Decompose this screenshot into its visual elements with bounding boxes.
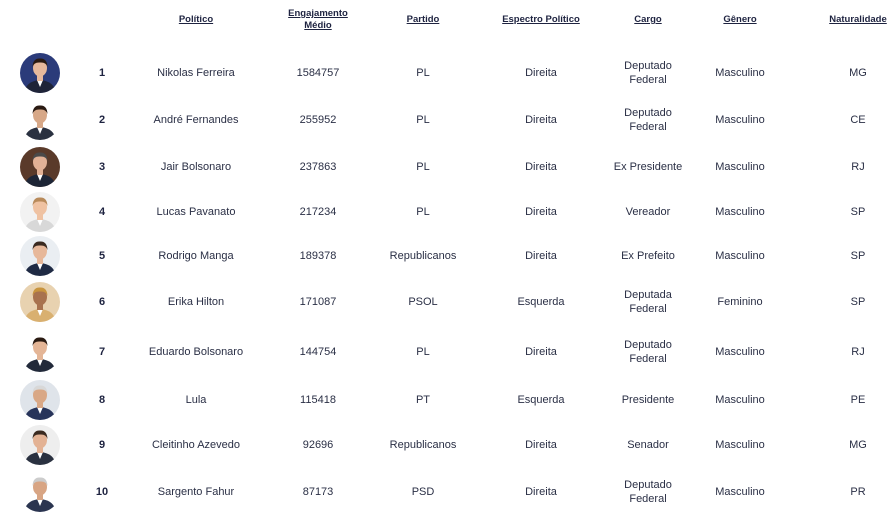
rank-cell: 10 bbox=[95, 486, 109, 498]
espectro-value: Esquerda bbox=[517, 296, 565, 308]
partido-value: PL bbox=[416, 206, 430, 218]
avatar-container bbox=[18, 468, 62, 516]
partido-value: PL bbox=[416, 114, 430, 126]
engajamento-value: 1584757 bbox=[296, 67, 340, 79]
person-icon bbox=[20, 236, 60, 276]
espectro-value: Direita bbox=[525, 161, 557, 173]
avatar bbox=[20, 282, 60, 322]
cargo-value: Deputado Federal bbox=[624, 107, 672, 133]
engajamento-value: 217234 bbox=[299, 206, 337, 218]
politico-name: Eduardo Bolsonaro bbox=[148, 346, 244, 358]
espectro-value: Direita bbox=[525, 67, 557, 79]
table-row[interactable] bbox=[0, 96, 891, 144]
rank-cell: 2 bbox=[98, 114, 106, 126]
genero-value: Masculino bbox=[715, 250, 765, 262]
avatar-container bbox=[18, 326, 62, 378]
table-row[interactable] bbox=[0, 468, 891, 516]
avatar-container bbox=[18, 144, 62, 190]
politico-name: Cleitinho Azevedo bbox=[151, 439, 241, 451]
table-row[interactable] bbox=[0, 326, 891, 378]
avatar bbox=[20, 53, 60, 93]
naturalidade-value: RJ bbox=[851, 161, 865, 173]
table-row[interactable] bbox=[0, 50, 891, 96]
partido-value: PL bbox=[416, 67, 430, 79]
cargo-value: Presidente bbox=[621, 394, 675, 406]
naturalidade-value: RJ bbox=[851, 346, 865, 358]
person-icon bbox=[20, 380, 60, 420]
naturalidade-value: PR bbox=[850, 486, 866, 498]
rank-cell: 1 bbox=[98, 67, 106, 79]
genero-value: Masculino bbox=[715, 439, 765, 451]
genero-value: Masculino bbox=[715, 394, 765, 406]
naturalidade-value: CE bbox=[850, 114, 866, 126]
naturalidade-value: SP bbox=[850, 250, 866, 262]
partido-value: Republicanos bbox=[389, 439, 457, 451]
table-row[interactable] bbox=[0, 278, 891, 326]
rank-cell: 9 bbox=[98, 439, 106, 451]
naturalidade-value: MG bbox=[849, 439, 867, 451]
naturalidade-value: MG bbox=[849, 67, 867, 79]
cargo-value: Deputado Federal bbox=[624, 479, 672, 505]
rank-cell: 3 bbox=[98, 161, 106, 173]
header-engajamento[interactable]: Engajamento Médio bbox=[288, 8, 348, 31]
avatar bbox=[20, 380, 60, 420]
person-icon bbox=[20, 147, 60, 187]
header-genero[interactable]: Gênero bbox=[723, 14, 757, 25]
espectro-value: Direita bbox=[525, 486, 557, 498]
engajamento-value: 92696 bbox=[302, 439, 334, 451]
avatar-container bbox=[18, 96, 62, 144]
politico-name: Lucas Pavanato bbox=[156, 206, 236, 218]
cargo-value: Senador bbox=[627, 439, 669, 451]
genero-value: Masculino bbox=[715, 346, 765, 358]
genero-value: Masculino bbox=[715, 206, 765, 218]
engajamento-value: 144754 bbox=[299, 346, 337, 358]
person-icon bbox=[20, 192, 60, 232]
table-row[interactable] bbox=[0, 190, 891, 234]
genero-value: Feminino bbox=[717, 296, 763, 308]
header-partido[interactable]: Partido bbox=[406, 14, 440, 25]
engajamento-value: 189378 bbox=[299, 250, 337, 262]
politico-name: Sargento Fahur bbox=[157, 486, 235, 498]
rank-cell: 4 bbox=[98, 206, 106, 218]
engajamento-value: 115418 bbox=[300, 394, 336, 406]
table-row[interactable] bbox=[0, 422, 891, 468]
engajamento-value: 87173 bbox=[302, 486, 334, 498]
avatar-container bbox=[18, 278, 62, 326]
cargo-value: Vereador bbox=[625, 206, 671, 218]
genero-value: Masculino bbox=[715, 161, 765, 173]
avatar-container bbox=[18, 422, 62, 468]
naturalidade-value: SP bbox=[850, 206, 866, 218]
header-politico[interactable]: Político bbox=[178, 14, 214, 25]
cargo-value: Deputada Federal bbox=[624, 289, 672, 315]
cargo-value: Deputado Federal bbox=[624, 60, 672, 86]
naturalidade-value: PE bbox=[850, 394, 866, 406]
espectro-value: Direita bbox=[525, 114, 557, 126]
genero-value: Masculino bbox=[715, 114, 765, 126]
partido-value: Republicanos bbox=[389, 250, 457, 262]
avatar bbox=[20, 472, 60, 512]
naturalidade-value: SP bbox=[850, 296, 866, 308]
avatar-container bbox=[18, 190, 62, 234]
politico-name: Rodrigo Manga bbox=[158, 250, 234, 262]
table-body bbox=[0, 50, 891, 516]
genero-value: Masculino bbox=[715, 67, 765, 79]
avatar-container bbox=[18, 378, 62, 422]
avatar-container bbox=[18, 50, 62, 96]
avatar bbox=[20, 332, 60, 372]
header-cargo[interactable]: Cargo bbox=[634, 14, 662, 25]
cargo-value: Ex Prefeito bbox=[621, 250, 675, 262]
cargo-value: Deputado Federal bbox=[624, 339, 672, 365]
avatar bbox=[20, 236, 60, 276]
avatar bbox=[20, 425, 60, 465]
politico-name: Nikolas Ferreira bbox=[157, 67, 235, 79]
espectro-value: Esquerda bbox=[517, 394, 565, 406]
person-icon bbox=[20, 53, 60, 93]
header-naturalidade[interactable]: Naturalidade bbox=[829, 14, 887, 25]
table-row[interactable] bbox=[0, 144, 891, 190]
engajamento-value: 255952 bbox=[299, 114, 337, 126]
table-row[interactable] bbox=[0, 378, 891, 422]
partido-value: PL bbox=[416, 346, 430, 358]
rank-cell: 8 bbox=[98, 394, 106, 406]
rank-cell: 7 bbox=[98, 346, 106, 358]
avatar bbox=[20, 147, 60, 187]
genero-value: Masculino bbox=[715, 486, 765, 498]
engajamento-value: 171087 bbox=[299, 296, 337, 308]
avatar bbox=[20, 100, 60, 140]
person-icon bbox=[20, 472, 60, 512]
politico-name: Jair Bolsonaro bbox=[160, 161, 232, 173]
engajamento-value: 237863 bbox=[299, 161, 337, 173]
politico-name: Erika Hilton bbox=[167, 296, 225, 308]
rank-cell: 5 bbox=[98, 250, 106, 262]
table-header bbox=[0, 0, 891, 40]
espectro-value: Direita bbox=[525, 250, 557, 262]
person-icon bbox=[20, 282, 60, 322]
partido-value: PL bbox=[416, 161, 430, 173]
partido-value: PSOL bbox=[408, 296, 438, 308]
table-row[interactable] bbox=[0, 234, 891, 278]
rank-cell: 6 bbox=[98, 296, 106, 308]
cargo-value: Ex Presidente bbox=[613, 161, 683, 173]
avatar-container bbox=[18, 234, 62, 278]
person-icon bbox=[20, 425, 60, 465]
person-icon bbox=[20, 332, 60, 372]
person-icon bbox=[20, 100, 60, 140]
espectro-value: Direita bbox=[525, 206, 557, 218]
politico-name: André Fernandes bbox=[153, 114, 239, 126]
espectro-value: Direita bbox=[525, 346, 557, 358]
politico-name: Lula bbox=[185, 394, 207, 406]
header-espectro[interactable]: Espectro Político bbox=[502, 14, 580, 25]
partido-value: PSD bbox=[411, 486, 435, 498]
partido-value: PT bbox=[415, 394, 431, 406]
espectro-value: Direita bbox=[525, 439, 557, 451]
avatar bbox=[20, 192, 60, 232]
